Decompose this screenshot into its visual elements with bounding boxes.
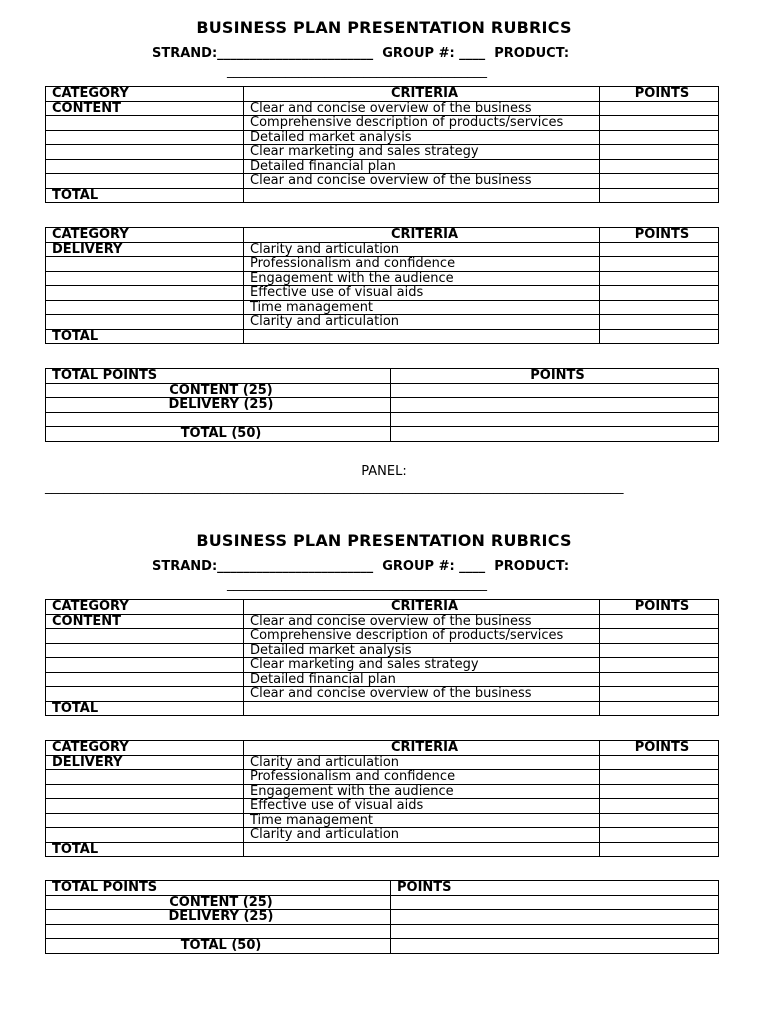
criteria-cell: Detailed financial plan [244, 159, 600, 174]
criteria-cell: Time management [244, 813, 600, 828]
category-delivery: DELIVERY [46, 242, 244, 257]
points-cell[interactable] [600, 770, 719, 785]
header-category: CATEGORY [46, 600, 244, 615]
header-criteria: CRITERIA [244, 87, 600, 102]
criteria-cell: Comprehensive description of products/services [244, 116, 600, 131]
points-cell[interactable] [600, 145, 719, 160]
criteria-cell: Clear and concise overview of the business [244, 174, 600, 189]
criteria-cell: Clarity and articulation [244, 315, 600, 330]
total-points-cell[interactable] [600, 842, 719, 857]
header-points: POINTS [391, 881, 719, 896]
header-points: POINTS [600, 741, 719, 756]
total-label: TOTAL [46, 842, 244, 857]
total-points-cell[interactable] [600, 329, 719, 344]
criteria-cell: Detailed market analysis [244, 130, 600, 145]
delivery-rubric-table [45, 227, 719, 344]
header-total-points: TOTAL POINTS [46, 881, 391, 896]
header-total-points: TOTAL POINTS [46, 369, 391, 384]
summary-row-label: DELIVERY (25) [46, 910, 391, 925]
total-label: TOTAL [46, 329, 244, 344]
header-criteria: CRITERIA [244, 228, 600, 243]
category-delivery: DELIVERY [46, 755, 244, 770]
page-title: BUSINESS PLAN PRESENTATION RUBRICS [196, 531, 572, 550]
criteria-cell: Comprehensive description of products/services [244, 629, 600, 644]
summary-points-cell[interactable] [391, 910, 719, 925]
summary-table [45, 368, 719, 442]
criteria-cell: Effective use of visual aids [244, 286, 600, 301]
summary-table [45, 880, 719, 954]
points-cell[interactable] [600, 116, 719, 131]
criteria-cell: Professionalism and confidence [244, 257, 600, 272]
summary-row-label: TOTAL (50) [46, 427, 391, 442]
summary-row-label: TOTAL (50) [46, 939, 391, 954]
criteria-cell: Effective use of visual aids [244, 799, 600, 814]
header-criteria: CRITERIA [244, 600, 600, 615]
summary-points-cell[interactable] [391, 427, 719, 442]
product-blank-line: ________________________________________ [227, 577, 487, 592]
category-content: CONTENT [46, 101, 244, 116]
header-points: POINTS [600, 87, 719, 102]
criteria-cell: Detailed market analysis [244, 643, 600, 658]
header-points: POINTS [600, 600, 719, 615]
summary-row-label: CONTENT (25) [46, 895, 391, 910]
header-points: POINTS [600, 228, 719, 243]
points-cell[interactable] [600, 101, 719, 116]
points-cell[interactable] [600, 672, 719, 687]
criteria-cell: Time management [244, 300, 600, 315]
header-category: CATEGORY [46, 228, 244, 243]
criteria-cell: Clarity and articulation [244, 755, 600, 770]
total-label: TOTAL [46, 701, 244, 716]
points-cell[interactable] [600, 174, 719, 189]
criteria-cell: Clear and concise overview of the business [244, 101, 600, 116]
points-cell[interactable] [600, 242, 719, 257]
points-cell[interactable] [600, 687, 719, 702]
points-cell[interactable] [600, 300, 719, 315]
total-points-cell[interactable] [600, 188, 719, 203]
criteria-cell: Engagement with the audience [244, 784, 600, 799]
panel-label: PANEL: [361, 464, 407, 479]
criteria-cell: Professionalism and confidence [244, 770, 600, 785]
criteria-cell: Engagement with the audience [244, 271, 600, 286]
header-points: POINTS [391, 369, 719, 384]
category-content: CONTENT [46, 614, 244, 629]
points-cell[interactable] [600, 257, 719, 272]
criteria-cell: Detailed financial plan [244, 672, 600, 687]
points-cell[interactable] [600, 784, 719, 799]
content-rubric-table [45, 86, 719, 203]
total-label: TOTAL [46, 188, 244, 203]
total-points-cell[interactable] [600, 701, 719, 716]
summary-row-label: CONTENT (25) [46, 383, 391, 398]
points-cell[interactable] [600, 658, 719, 673]
criteria-cell: Clear and concise overview of the business [244, 614, 600, 629]
criteria-cell: Clarity and articulation [244, 828, 600, 843]
summary-points-cell[interactable] [391, 924, 719, 939]
points-cell[interactable] [600, 271, 719, 286]
page-title: BUSINESS PLAN PRESENTATION RUBRICS [196, 18, 572, 37]
criteria-cell: Clear marketing and sales strategy [244, 145, 600, 160]
header-category: CATEGORY [46, 87, 244, 102]
points-cell[interactable] [600, 130, 719, 145]
criteria-cell: Clarity and articulation [244, 242, 600, 257]
summary-row-label: DELIVERY (25) [46, 398, 391, 413]
delivery-rubric-table [45, 740, 719, 857]
content-rubric-table [45, 599, 719, 716]
strand-group-product-line: STRAND:________________________ GROUP #: ____ PRODUCT: [152, 559, 570, 574]
summary-points-cell[interactable] [391, 398, 719, 413]
summary-row-label [46, 924, 391, 939]
points-cell[interactable] [600, 799, 719, 814]
criteria-cell: Clear and concise overview of the business [244, 687, 600, 702]
strand-group-product-line: STRAND:________________________ GROUP #: ____ PRODUCT: [152, 46, 570, 61]
summary-points-cell[interactable] [391, 895, 719, 910]
header-criteria: CRITERIA [244, 741, 600, 756]
summary-row-label [46, 412, 391, 427]
points-cell[interactable] [600, 159, 719, 174]
criteria-cell: Clear marketing and sales strategy [244, 658, 600, 673]
points-cell[interactable] [600, 629, 719, 644]
points-cell[interactable] [600, 315, 719, 330]
header-category: CATEGORY [46, 741, 244, 756]
points-cell[interactable] [600, 286, 719, 301]
product-blank-line: ________________________________________ [227, 64, 487, 79]
summary-points-cell[interactable] [391, 412, 719, 427]
points-cell[interactable] [600, 643, 719, 658]
points-cell[interactable] [600, 614, 719, 629]
panel-signature-line: _________________________________________________________________________________________ [45, 480, 624, 495]
points-cell[interactable] [600, 755, 719, 770]
summary-points-cell[interactable] [391, 939, 719, 954]
summary-points-cell[interactable] [391, 383, 719, 398]
points-cell[interactable] [600, 813, 719, 828]
points-cell[interactable] [600, 828, 719, 843]
